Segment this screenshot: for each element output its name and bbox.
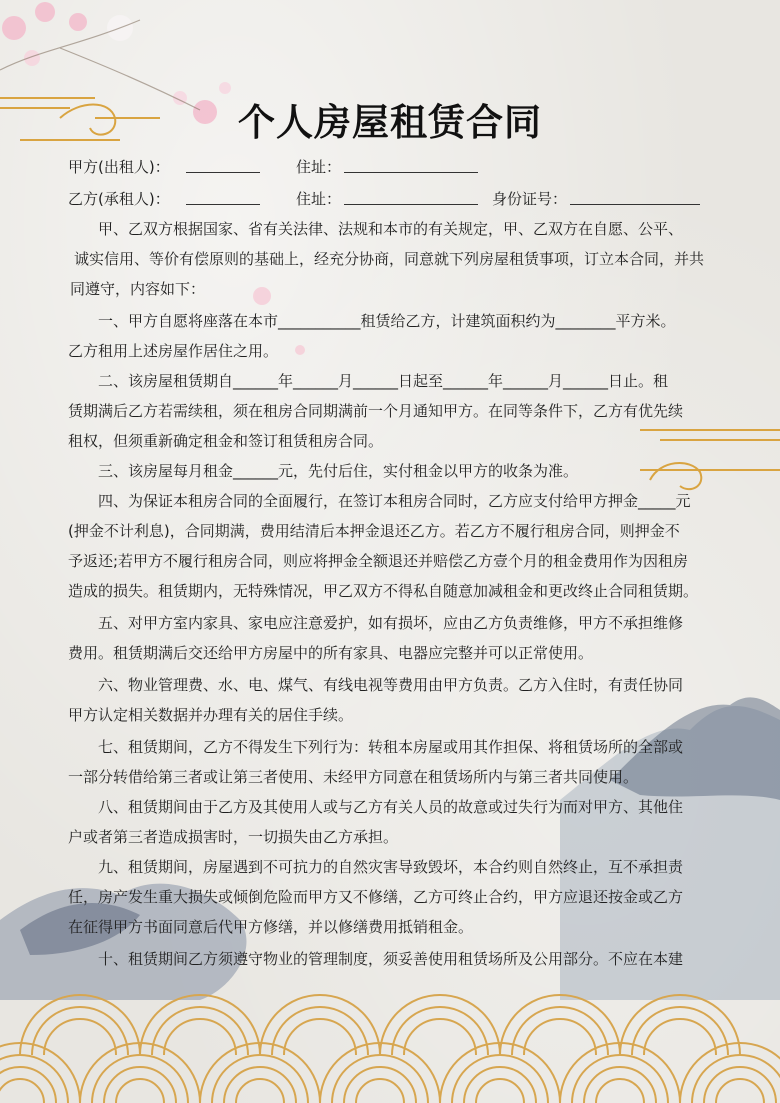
- clause-4: [68, 486, 716, 606]
- clause-line: 户或者第三者造成损害时，一切损失由乙方承担。: [68, 828, 399, 846]
- clause-line: 三、该房屋每月租金______元，先付后住，实付租金以甲方的收条为准。: [98, 462, 579, 480]
- clause-6: [68, 670, 716, 730]
- party-b-name-field[interactable]: [186, 188, 260, 205]
- clause-line: 费用。租赁期满后交还给甲方房屋中的所有家具、电器应完整并可以正常使用。: [68, 644, 594, 662]
- preamble-line: 甲、乙双方根据国家、省有关法律、法规和本市的有关规定，甲、乙双方在自愿、公平、: [98, 220, 684, 238]
- party-b-line: [68, 188, 718, 210]
- party-b-id-field[interactable]: [570, 188, 700, 205]
- party-b-address-field[interactable]: [344, 188, 478, 205]
- clause-line: 五、对甲方室内家具、家电应注意爱护，如有损坏，应由乙方负责维修，甲方不承担维修: [98, 614, 684, 632]
- clause-line: 二、该房屋租赁期自______年______月______日起至______年______月______日止。租: [98, 372, 669, 390]
- gold-wave-border-icon: [0, 995, 780, 1103]
- party-b-id-label: 身份证号：: [492, 190, 568, 208]
- preamble-paragraph: [68, 214, 716, 304]
- clause-line: 一部分转借给第三者或让第三者使用、未经甲方同意在租赁场所内与第三者共同使用。: [68, 768, 639, 786]
- clause-3: [68, 456, 716, 486]
- clause-line: 在征得甲方书面同意后代甲方修缮，并以修缮费用抵销租金。: [68, 918, 474, 936]
- party-b-label: 乙方(承租人)：: [68, 190, 170, 208]
- clause-5: [68, 608, 716, 668]
- clause-line: 十、租赁期间乙方须遵守物业的管理制度，须妥善使用租赁场所及公用部分。不应在本建: [98, 950, 684, 968]
- party-a-name-field[interactable]: [186, 156, 260, 173]
- clause-line: 乙方租用上述房屋作居住之用。: [68, 342, 279, 360]
- clause-line: 一、甲方自愿将座落在本市___________租赁给乙方，计建筑面积约为________平方米。: [98, 312, 676, 330]
- party-a-address-field[interactable]: [344, 156, 478, 173]
- clause-2: [68, 366, 716, 456]
- clause-1: [68, 306, 716, 366]
- clause-line: 任，房产发生重大损失或倾倒危险而甲方又不修缮，乙方可终止合约，甲方应退还按金或乙方: [68, 888, 684, 906]
- party-b-address-label: 住址：: [296, 190, 342, 208]
- clause-8: [68, 792, 716, 852]
- clause-line: 八、租赁期间由于乙方及其使用人或与乙方有关人员的故意或过失行为而对甲方、其他住: [98, 798, 684, 816]
- clause-line: (押金不计利息)，合同期满，费用结清后本押金退还乙方。若乙方不履行租房合同，则押金不: [68, 522, 680, 540]
- clause-line: 九、租赁期间，房屋遇到不可抗力的自然灾害导致毁坏，本合约则自然终止，互不承担责: [98, 858, 684, 876]
- clause-line: 租权，但须重新确定租金和签订租赁租房合同。: [68, 432, 384, 450]
- clause-10: [68, 944, 716, 974]
- clause-line: 七、租赁期间，乙方不得发生下列行为：转租本房屋或用其作担保、将租赁场所的全部或: [98, 738, 684, 756]
- party-a-address-label: 住址：: [296, 158, 342, 176]
- party-a-label: 甲方(出租人)：: [68, 158, 170, 176]
- party-a-line: [68, 156, 718, 178]
- clause-line: 四、为保证本租房合同的全面履行，在签订本租房合同时，乙方应支付给甲方押金_____元: [98, 492, 691, 510]
- clause-line: 造成的损失。租赁期内，无特殊情况，甲乙双方不得私自随意加减租金和更改终止合同租赁期。: [68, 582, 699, 600]
- clause-line: 六、物业管理费、水、电、煤气、有线电视等费用由甲方负责。乙方入住时，有责任协同: [98, 676, 684, 694]
- clause-9: [68, 852, 716, 942]
- clause-line: 赁期满后乙方若需续租，须在租房合同期满前一个月通知甲方。在同等条件下，乙方有优先续: [68, 402, 684, 420]
- preamble-line: 同遵守，内容如下：: [70, 280, 206, 298]
- document-title: 个人房屋租赁合同: [238, 101, 542, 144]
- clause-line: 予返还;若甲方不履行租房合同，则应将押金全额退还并赔偿乙方壹个月的租金费用作为因租房: [68, 552, 689, 570]
- clause-7: [68, 732, 716, 792]
- preamble-line: 诚实信用、等价有偿原则的基础上，经充分协商，同意就下列房屋租赁事项，订立本合同，并共: [74, 250, 705, 268]
- clause-line: 甲方认定相关数据并办理有关的居住手续。: [68, 706, 354, 724]
